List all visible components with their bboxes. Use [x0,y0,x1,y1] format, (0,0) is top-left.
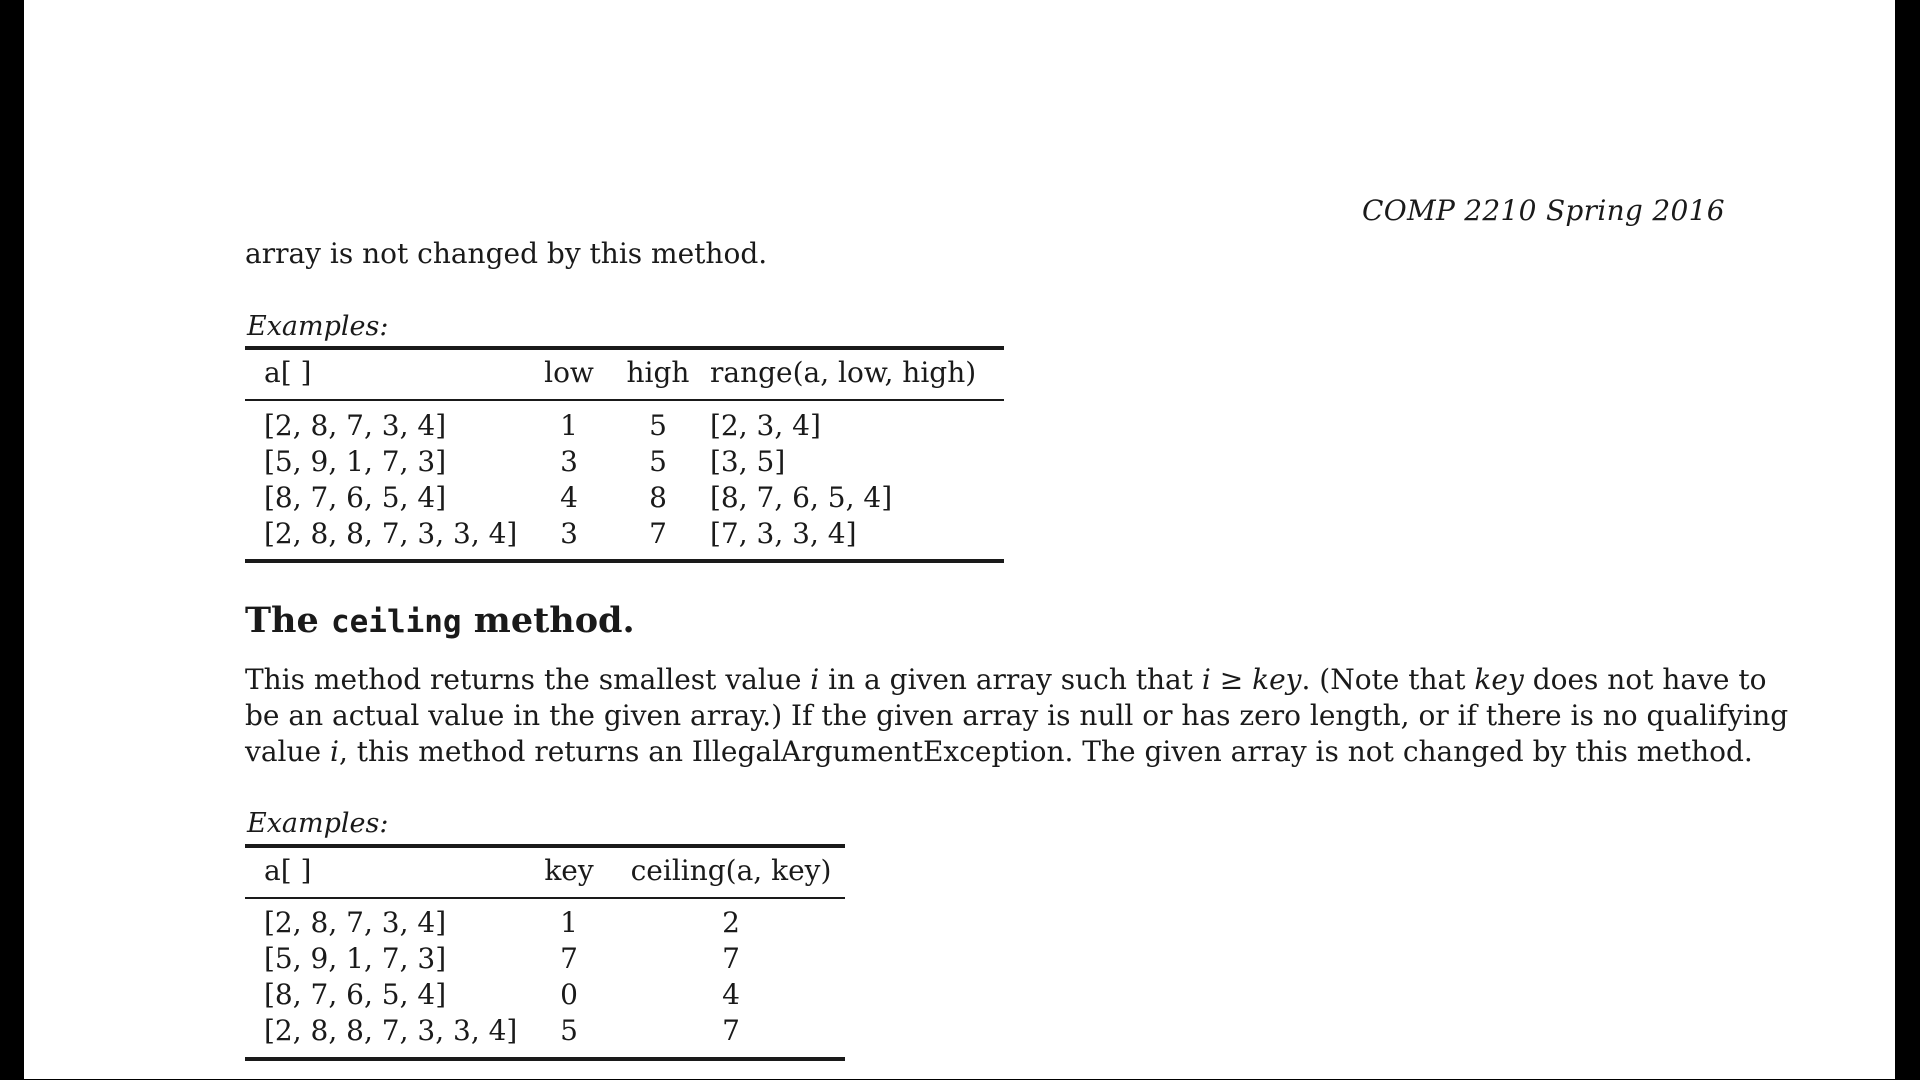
table-cell: [8, 7, 6, 5, 4] [264,481,447,514]
table-cell: [5, 9, 1, 7, 3] [264,445,447,478]
table-cell: [7, 3, 3, 4] [710,517,857,550]
heading-prefix: The [245,600,319,641]
math-var: i [329,735,339,768]
table-cell: 5 [560,1014,578,1047]
table-top-rule [245,844,845,848]
paragraph-line [245,734,1753,770]
column-header: low [544,356,594,389]
examples-label: Examples: [247,808,389,839]
table-cell: 5 [649,409,667,442]
table-cell: 7 [560,942,578,975]
table-header-rule [245,897,845,899]
table-bottom-rule [245,559,1004,563]
table-cell: [2, 8, 8, 7, 3, 3, 4] [264,1014,518,1047]
running-header: COMP 2210 Spring 2016 [1362,194,1725,227]
table-cell: 1 [560,906,578,939]
column-header: ceiling(a, key) [630,854,832,887]
table-cell: [2, 8, 7, 3, 4] [264,906,447,939]
text-run: does not have to [1532,663,1767,696]
table-cell: 3 [560,445,578,478]
table-header-rule [245,399,1004,401]
table-cell: [3, 5] [710,445,786,478]
table-cell: 4 [722,978,740,1011]
text-run: , this method returns an IllegalArgumentException. The given array is not changed by this method. [338,735,1753,768]
table-cell: 4 [560,481,578,514]
text-run: This method returns the smallest value [245,663,802,696]
column-header: high [626,356,690,389]
section-heading [245,600,635,641]
document-page [24,0,1895,1079]
table-cell: 1 [560,409,578,442]
table-cell: 2 [722,906,740,939]
math-inequality: i ≥ key [1201,663,1302,696]
table-bottom-rule [245,1057,845,1061]
paragraph-line: be an actual value in the given array.) If the given array is null or has zero length, or if there is no qualifying [245,699,1789,732]
table-cell: 5 [649,445,667,478]
table-cell: 8 [649,481,667,514]
heading-code: ceiling [330,604,462,640]
table-cell: [8, 7, 6, 5, 4] [710,481,893,514]
table-cell: [2, 8, 8, 7, 3, 3, 4] [264,517,518,550]
table-cell: 0 [560,978,578,1011]
table-cell: [2, 3, 4] [710,409,821,442]
examples-label: Examples: [247,311,389,342]
column-header: a[ ] [264,854,312,887]
paragraph-line [245,662,1767,698]
table-cell: 7 [649,517,667,550]
table-cell: [5, 9, 1, 7, 3] [264,942,447,975]
table-cell: 7 [722,942,740,975]
table-cell: [2, 8, 7, 3, 4] [264,409,447,442]
column-header: range(a, low, high) [710,356,977,389]
table-cell: 7 [722,1014,740,1047]
text-run: . (Note that [1301,663,1466,696]
heading-suffix: method. [473,600,635,641]
table-cell: 3 [560,517,578,550]
math-var: key [1474,663,1524,696]
intro-text: array is not changed by this method. [245,237,768,270]
column-header: a[ ] [264,356,312,389]
table-cell: [8, 7, 6, 5, 4] [264,978,447,1011]
text-run: in a given array such that [828,663,1193,696]
math-var: i [810,663,820,696]
section-paragraph [245,662,1789,770]
table-top-rule [245,346,1004,350]
column-header: key [544,854,594,887]
text-run: value [245,735,322,768]
